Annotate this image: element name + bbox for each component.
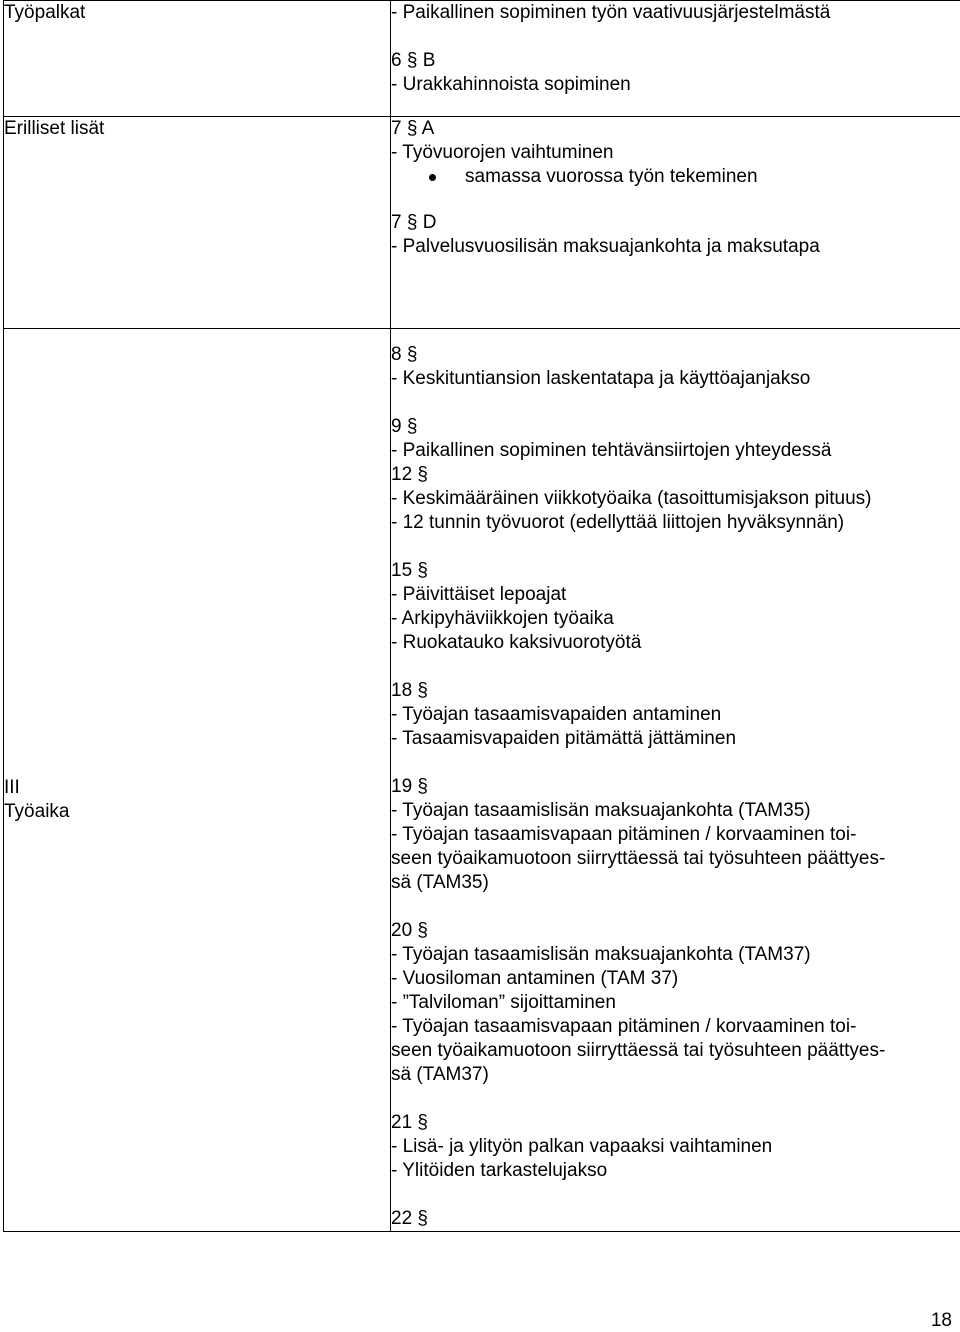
section-heading: 7 § D (391, 212, 437, 233)
section-heading: 9 § (391, 416, 418, 437)
section-line: seen työaikamuotoon siirryttäessä tai työsuhteen päättyes- (391, 1040, 886, 1061)
section-block (391, 919, 960, 1087)
section-line: - Työajan tasaamislisän maksuajankohta (TAM37) (391, 944, 811, 965)
section-block (391, 1, 960, 25)
table-row (4, 329, 960, 1232)
section-line: sä (TAM37) (391, 1064, 489, 1085)
row-label-cell (4, 117, 391, 329)
section-line: - Työajan tasaamisvapaan pitäminen / korvaaminen toi- (391, 824, 857, 845)
row-label: Työpalkat (4, 2, 86, 23)
section-heading: 19 § (391, 776, 428, 797)
section-heading: 12 § (391, 464, 428, 485)
section-block (391, 1111, 960, 1183)
section-line: sä (TAM35) (391, 872, 489, 893)
section-line: - Työvuorojen vaihtuminen (391, 142, 614, 163)
section-block (391, 1207, 960, 1231)
section-block (391, 343, 960, 391)
section-block (391, 559, 960, 655)
section-line: - Urakkahinnoista sopiminen (391, 74, 631, 95)
section-line: - 12 tunnin työvuorot (edellyttää liittojen hyväksynnän) (391, 512, 845, 533)
section-block (391, 679, 960, 751)
section-block (391, 117, 960, 189)
section-heading: 7 § A (391, 118, 435, 139)
section-line: - ”Talviloman” sijoittaminen (391, 992, 616, 1013)
section-block (391, 775, 960, 895)
section-line: - Työajan tasaamislisän maksuajankohta (TAM35) (391, 800, 811, 821)
page-number: 18 (930, 1310, 952, 1331)
section-heading: 21 § (391, 1112, 428, 1133)
section-line: - Vuosiloman antaminen (TAM 37) (391, 968, 679, 989)
row-content-cell (391, 117, 960, 329)
section-line: - Paikallinen sopiminen tehtävänsiirtojen yhteydessä (391, 440, 832, 461)
row-content-cell (391, 1, 960, 117)
section-block (391, 211, 960, 259)
section-block (391, 415, 960, 463)
section-line: - Ruokatauko kaksivuorotyötä (391, 632, 642, 653)
row-content-cell (391, 329, 960, 1232)
section-line: - Lisä- ja ylityön palkan vapaaksi vaihtaminen (391, 1136, 773, 1157)
section-heading: 8 § (391, 344, 418, 365)
section-line: - Keskituntiansion laskentatapa ja käyttöajanjakso (391, 368, 811, 389)
row-label: Työaika (4, 801, 70, 822)
section-line: - Työajan tasaamisvapaiden antaminen (391, 704, 722, 725)
table-row (4, 1, 960, 117)
section-line: - Keskimääräinen viikkotyöaika (tasoittumisjakson pituus) (391, 488, 872, 509)
section-line: - Paikallinen sopiminen työn vaativuusjärjestelmästä (391, 2, 831, 23)
bullet-item (391, 165, 960, 189)
section-heading: 6 § B (391, 50, 436, 71)
section-heading: 22 § (391, 1208, 428, 1229)
section-block (391, 49, 960, 97)
table-row (4, 117, 960, 329)
section-heading: 18 § (391, 680, 428, 701)
section-line: - Arkipyhäviikkojen työaika (391, 608, 614, 629)
section-block (391, 463, 960, 535)
section-heading: 15 § (391, 560, 428, 581)
section-line: - Tasaamisvapaiden pitämättä jättäminen (391, 728, 737, 749)
section-heading: 20 § (391, 920, 428, 941)
section-line: - Päivittäiset lepoajat (391, 584, 567, 605)
row-label: Erilliset lisät (4, 118, 105, 139)
section-line: - Työajan tasaamisvapaan pitäminen / korvaaminen toi- (391, 1016, 857, 1037)
section-line: - Ylitöiden tarkastelujakso (391, 1160, 608, 1181)
row-label-cell (4, 1, 391, 117)
agreement-table (3, 0, 960, 1232)
section-line: seen työaikamuotoon siirryttäessä tai työsuhteen päättyes- (391, 848, 886, 869)
row-label-cell (4, 329, 391, 1232)
section-line: - Palvelusvuosilisän maksuajankohta ja maksutapa (391, 236, 820, 257)
bullet-text: samassa vuorossa työn tekeminen (465, 166, 758, 187)
bullet-dot-icon (429, 174, 436, 181)
row-label: III (4, 777, 20, 798)
